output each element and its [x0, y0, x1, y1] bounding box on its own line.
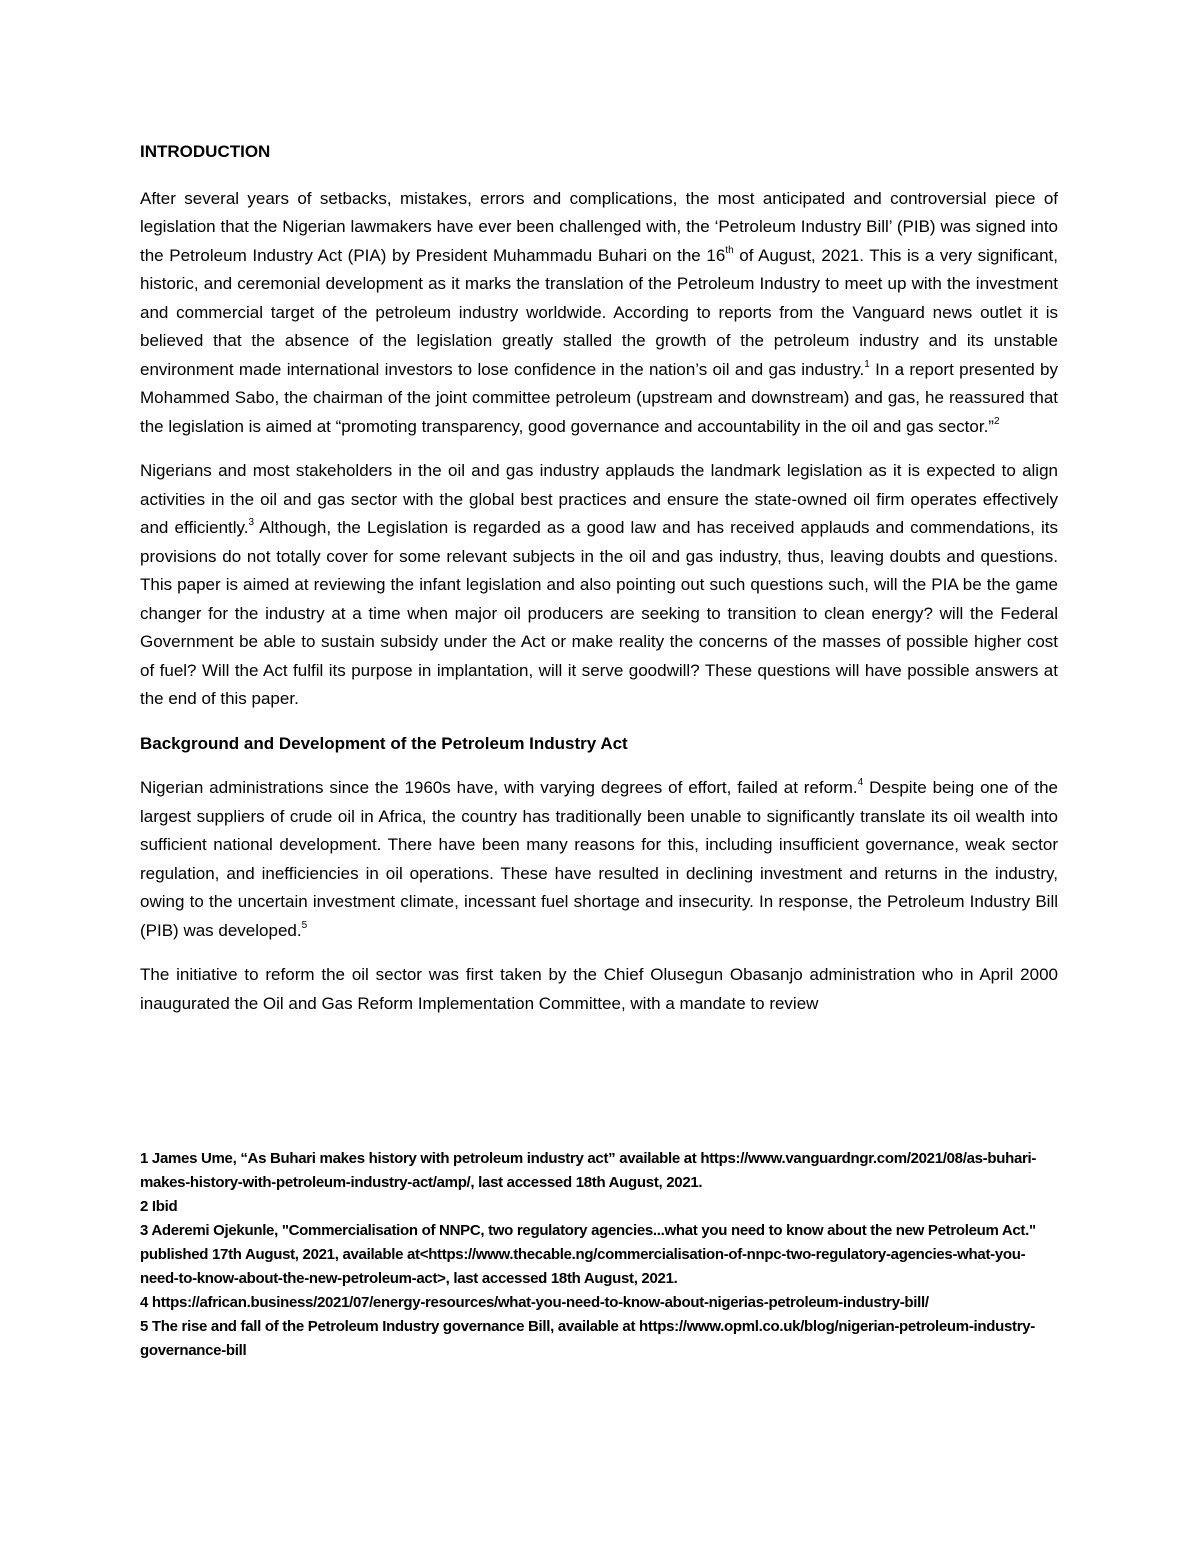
- footnote-ref: 5: [301, 919, 308, 931]
- intro-paragraph-1: [140, 185, 1058, 442]
- footnote-ref: 3: [248, 517, 255, 529]
- footnote-2: 2 Ibid: [140, 1198, 178, 1215]
- text-run: Nigerian administrations since the 1960s have, with varying degrees of effort, failed at reform.: [140, 778, 858, 797]
- footnote-5: 5 The rise and fall of the Petroleum Industry governance Bill, available at https://www.opml.co.uk/blog/nigerian-petroleum-industry-governance-bill: [140, 1318, 1035, 1359]
- text-run: The initiative to reform the oil sector was first taken by the Chief Olusegun Obasanjo administration who in April 2000 inaugurated the Oil and Gas Reform Implementation Committee, with a mandate to review: [140, 965, 1058, 1013]
- footnote-ref: 1: [864, 358, 870, 370]
- intro-paragraph-2: [140, 457, 1058, 714]
- text-run: Nigerians and most stakeholders in the oil and gas industry applauds the landmark legislation as it is expected to align activities in the oil and gas sector with the global best practices and ensure the state-owned oil firm operates effectively and efficiently.: [140, 461, 1058, 537]
- footnotes: [140, 1147, 1058, 1363]
- footnote-ref: 4: [857, 777, 864, 789]
- intro-heading: INTRODUCTION: [140, 142, 271, 161]
- background-paragraph-1: [140, 774, 1058, 945]
- background-heading: Background and Development of the Petroleum Industry Act: [140, 733, 628, 753]
- text-run: In a report presented by Mohammed Sabo, the chairman of the joint committee petroleum (upstream and downstream) and gas, he reassured that the legislation is aimed at “promoting transparency, good governance and accountability in the oil and gas sector.”: [140, 359, 1058, 436]
- footnote-ref: 2: [993, 415, 1000, 427]
- superscript: th: [725, 244, 734, 256]
- text-run: of August, 2021. This is a very significant, historic, and ceremonial development as it marks the translation of the Petroleum Industry to meet up with the investment and commercial target of the petroleum industry worldwide. According to reports from the Vanguard news outlet it is believed that the absence of the legislation greatly stalled the growth of the petroleum industry and its unstable environment made international investors to lose confidence in the nation’s oil and gas industry.: [140, 245, 1058, 379]
- text-run: After several years of setbacks, mistakes, errors and complications, the most anticipated and controversial piece of legislation that the Nigerian lawmakers have ever been challenged with, the ‘Petroleum Industry Bill’ (PIB) was signed into the Petroleum Industry Act (PIA) by President Muhammadu Buhari on the 16: [140, 188, 1058, 265]
- text-run: Although, the Legislation is regarded as a good law and has received applauds and commendations, its provisions do not totally cover for some relevant subjects in the oil and gas industry, thus, leaving doubts and questions. This paper is aimed at reviewing the infant legislation and also pointing out such questions such, will the PIA be the game changer for the industry at a time when major oil producers are seeking to transition to clean energy? will the Federal Government be able to sustain subsidy under the Act or make reality the concerns of the masses of possible higher cost of fuel? Will the Act fulfil its purpose in implantation, will it serve goodwill? These questions will have possible answers at the end of this paper.: [140, 518, 1058, 708]
- text-run: Despite being one of the largest suppliers of crude oil in Africa, the country has traditionally been unable to significantly translate its oil wealth into sufficient national development. There have been many reasons for this, including insufficient governance, weak sector regulation, and inefficiencies in oil operations. These have resulted in declining investment and returns in the industry, owing to the uncertain investment climate, incessant fuel shortage and insecurity. In response, the Petroleum Industry Bill (PIB) was developed.: [140, 778, 1058, 940]
- document-page: [140, 138, 1058, 1018]
- footnote-1: 1 James Ume, “As Buhari makes history with petroleum industry act” available at https://www.vanguardngr.com/2021/08/as-buhari-makes-history-with-petroleum-industry-act/amp/, last accessed 18th August, 2021.: [140, 1150, 1037, 1191]
- footnote-3: 3 Aderemi Ojekunle, "Commercialisation of NNPC, two regulatory agencies...what you need to know about the new Petroleum Act." published 17th August, 2021, available at<https://www.thecable.ng/commercialisation-of-nnpc-two-regulatory-agencies-what-you-need-to-know-about-the-new-petroleum-act>, last accessed 18th August, 2021.: [140, 1222, 1036, 1287]
- background-paragraph-2: [140, 961, 1058, 1018]
- footnote-4: 4 https://african.business/2021/07/energy-resources/what-you-need-to-know-about-nigerias-petroleum-industry-bill/: [140, 1294, 929, 1311]
